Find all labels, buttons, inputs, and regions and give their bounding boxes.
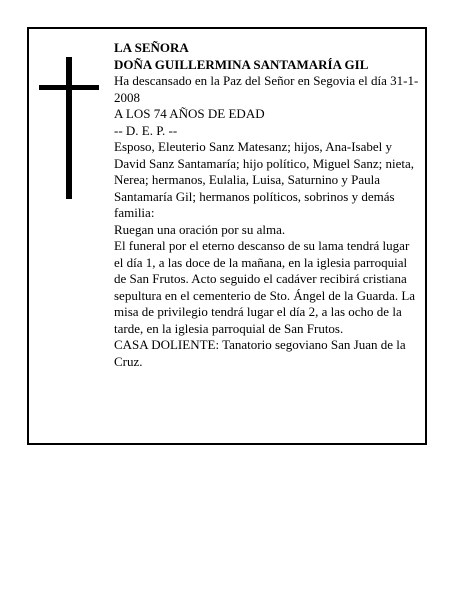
obituary-notice: [27, 27, 427, 445]
prayer-line: Ruegan una oración por su alma.: [114, 221, 286, 237]
mourning-house: CASA DOLIENTE: Tanatorio segoviano San Juan de la Cruz.: [114, 337, 406, 369]
deceased-name: DOÑA GUILLERMINA SANTAMARÍA GIL: [114, 56, 369, 72]
cross-horizontal-bar: [39, 85, 99, 90]
notice-text: [114, 40, 419, 370]
cross-vertical-bar: [66, 57, 72, 199]
funeral-details: El funeral por el eterno descanso de su lama tendrá lugar el día 1, a las doce de la mañana, en la iglesia parroquial de San Frutos. Acto seguido el cadáver recibirá cristiana sepultura en el cementerio de Sto. Ángel de la Guarda. La misa de privilegio tendrá lugar el día 2, a las ocho de la tarde, en la iglesia parroquial de San Frutos.: [114, 238, 416, 336]
age-line: A LOS 74 AÑOS DE EDAD: [114, 106, 265, 121]
rip-line: -- D. E. P. --: [114, 122, 178, 138]
cross-icon: [39, 57, 99, 199]
family-list: Esposo, Eleuterio Sanz Matesanz; hijos, Ana-Isabel y David Sanz Santamaría; hijo político, Miguel Sanz; nieta, Nerea; hermanos, Eulalia, Luisa, Saturnino y Paula Santamaría Gil; hermanos políticos, sobrinos y demás familia:: [114, 139, 415, 220]
notice-heading: LA SEÑORA: [114, 40, 189, 55]
death-line: Ha descansado en la Paz del Señor en Segovia el día 31-1-2008: [114, 73, 419, 105]
